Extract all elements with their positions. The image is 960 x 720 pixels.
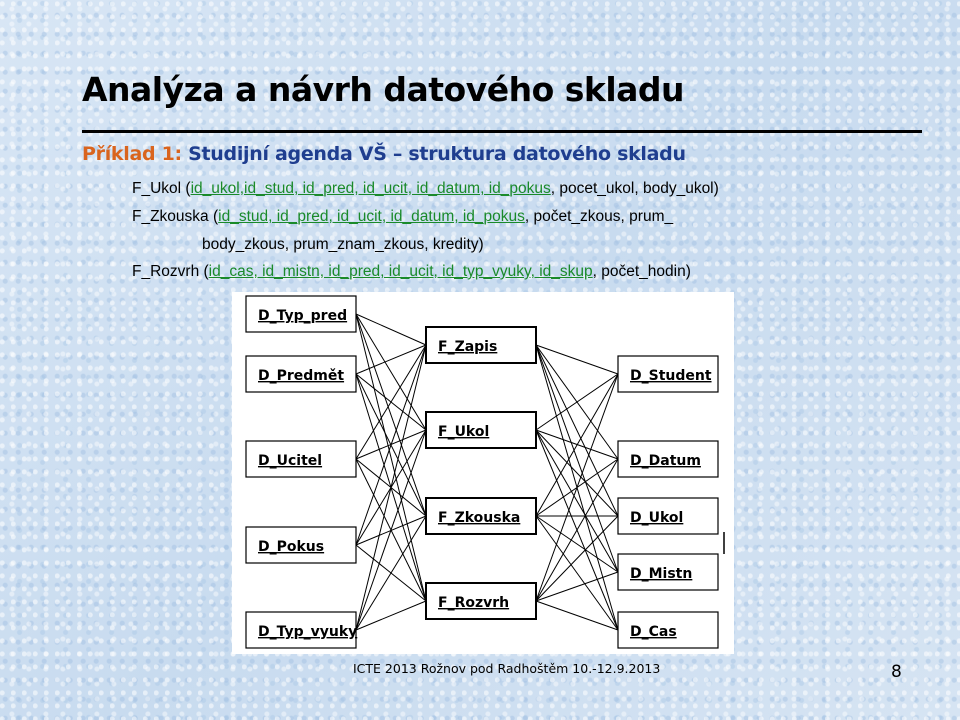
connector-fact-1-right-2 — [536, 430, 618, 516]
title-divider — [82, 130, 922, 133]
connector-left-4-fact-1 — [356, 430, 426, 630]
connector-left-4-fact-3 — [356, 601, 426, 630]
footer-text: ICTE 2013 Rožnov pod Radhoštěm 10.-12.9.2013 — [353, 661, 661, 676]
connector-fact-2-right-3 — [536, 516, 618, 572]
fact-3-label: F_Rozvrh — [438, 595, 510, 611]
star-schema-diagram — [232, 292, 734, 654]
dim-right-3-label: D_Mistn — [630, 566, 693, 582]
dim-right-0-label: D_Student — [630, 368, 712, 384]
fact-line-f-ukol — [132, 180, 719, 198]
dim-right-1-label: D_Datum — [630, 453, 701, 469]
connector-fact-0-right-3 — [536, 345, 618, 572]
fact-name: F_Zkouska ( — [132, 208, 219, 225]
dim-right-4-label: D_Cas — [630, 624, 677, 640]
connector-fact-2-right-4 — [536, 516, 618, 630]
fact-0-label: F_Zapis — [438, 339, 498, 355]
fact-name: F_Ukol ( — [132, 180, 191, 197]
dim-right-2-label: D_Ukol — [630, 510, 684, 526]
connector-left-2-fact-0 — [356, 345, 426, 459]
connector-fact-3-right-0 — [536, 374, 618, 601]
dim-left-3-label: D_Pokus — [258, 539, 325, 555]
diagram-canvas — [232, 292, 734, 654]
connector-left-4-fact-0 — [356, 345, 426, 630]
connector-left-4-fact-2 — [356, 516, 426, 630]
connector-fact-1-right-3 — [536, 430, 618, 572]
slide-title: Analýza a návrh datového skladu — [82, 70, 685, 109]
key-attributes: id_ukol,id_stud, id_pred, id_ucit, id_datum, id_pokus — [190, 180, 551, 197]
measure-attributes: , počet_zkous, prum_ — [524, 208, 674, 225]
connector-fact-2-right-0 — [536, 374, 618, 516]
fact-line-f-zkouska-continued: body_zkous, prum_znam_zkous, kredity) — [202, 236, 484, 253]
connector-fact-1-right-0 — [536, 374, 618, 430]
dim-left-4-label: D_Typ_vyuky — [258, 624, 358, 640]
key-attributes: id_stud, id_pred, id_ucit, id_datum, id_pokus — [218, 208, 525, 225]
subtitle-label: Příklad 1: — [82, 143, 182, 165]
dim-left-1-label: D_Predmět — [258, 368, 345, 384]
connector-fact-3-right-4 — [536, 601, 618, 630]
connector-fact-3-right-1 — [536, 459, 618, 601]
connector-left-0-fact-3 — [356, 314, 426, 601]
key-attributes: id_cas, id_mistn, id_pred, id_ucit, id_typ_vyuky, id_skup — [208, 263, 593, 280]
dim-left-2-label: D_Ucitel — [258, 453, 323, 469]
connector-left-1-fact-0 — [356, 345, 426, 374]
connector-fact-0-right-2 — [536, 345, 618, 516]
fact-name: F_Rozvrh ( — [132, 263, 209, 280]
fact-line-f-zkouska — [132, 208, 673, 226]
connector-left-0-fact-1 — [356, 314, 426, 430]
fact-1-label: F_Ukol — [438, 424, 490, 440]
connector-left-0-fact-0 — [356, 314, 426, 345]
slide-subtitle — [82, 143, 686, 165]
fact-line-f-rozvrh — [132, 263, 691, 281]
measure-attributes: , počet_hodin) — [592, 263, 691, 280]
fact-2-label: F_Zkouska — [438, 510, 521, 526]
subtitle-text: Studijní agenda VŠ – struktura datového skladu — [188, 143, 686, 165]
page-number: 8 — [891, 662, 902, 682]
dim-left-0-label: D_Typ_pred — [258, 308, 348, 324]
measure-attributes: , pocet_ukol, body_ukol) — [550, 180, 719, 197]
connector-left-3-fact-0 — [356, 345, 426, 545]
